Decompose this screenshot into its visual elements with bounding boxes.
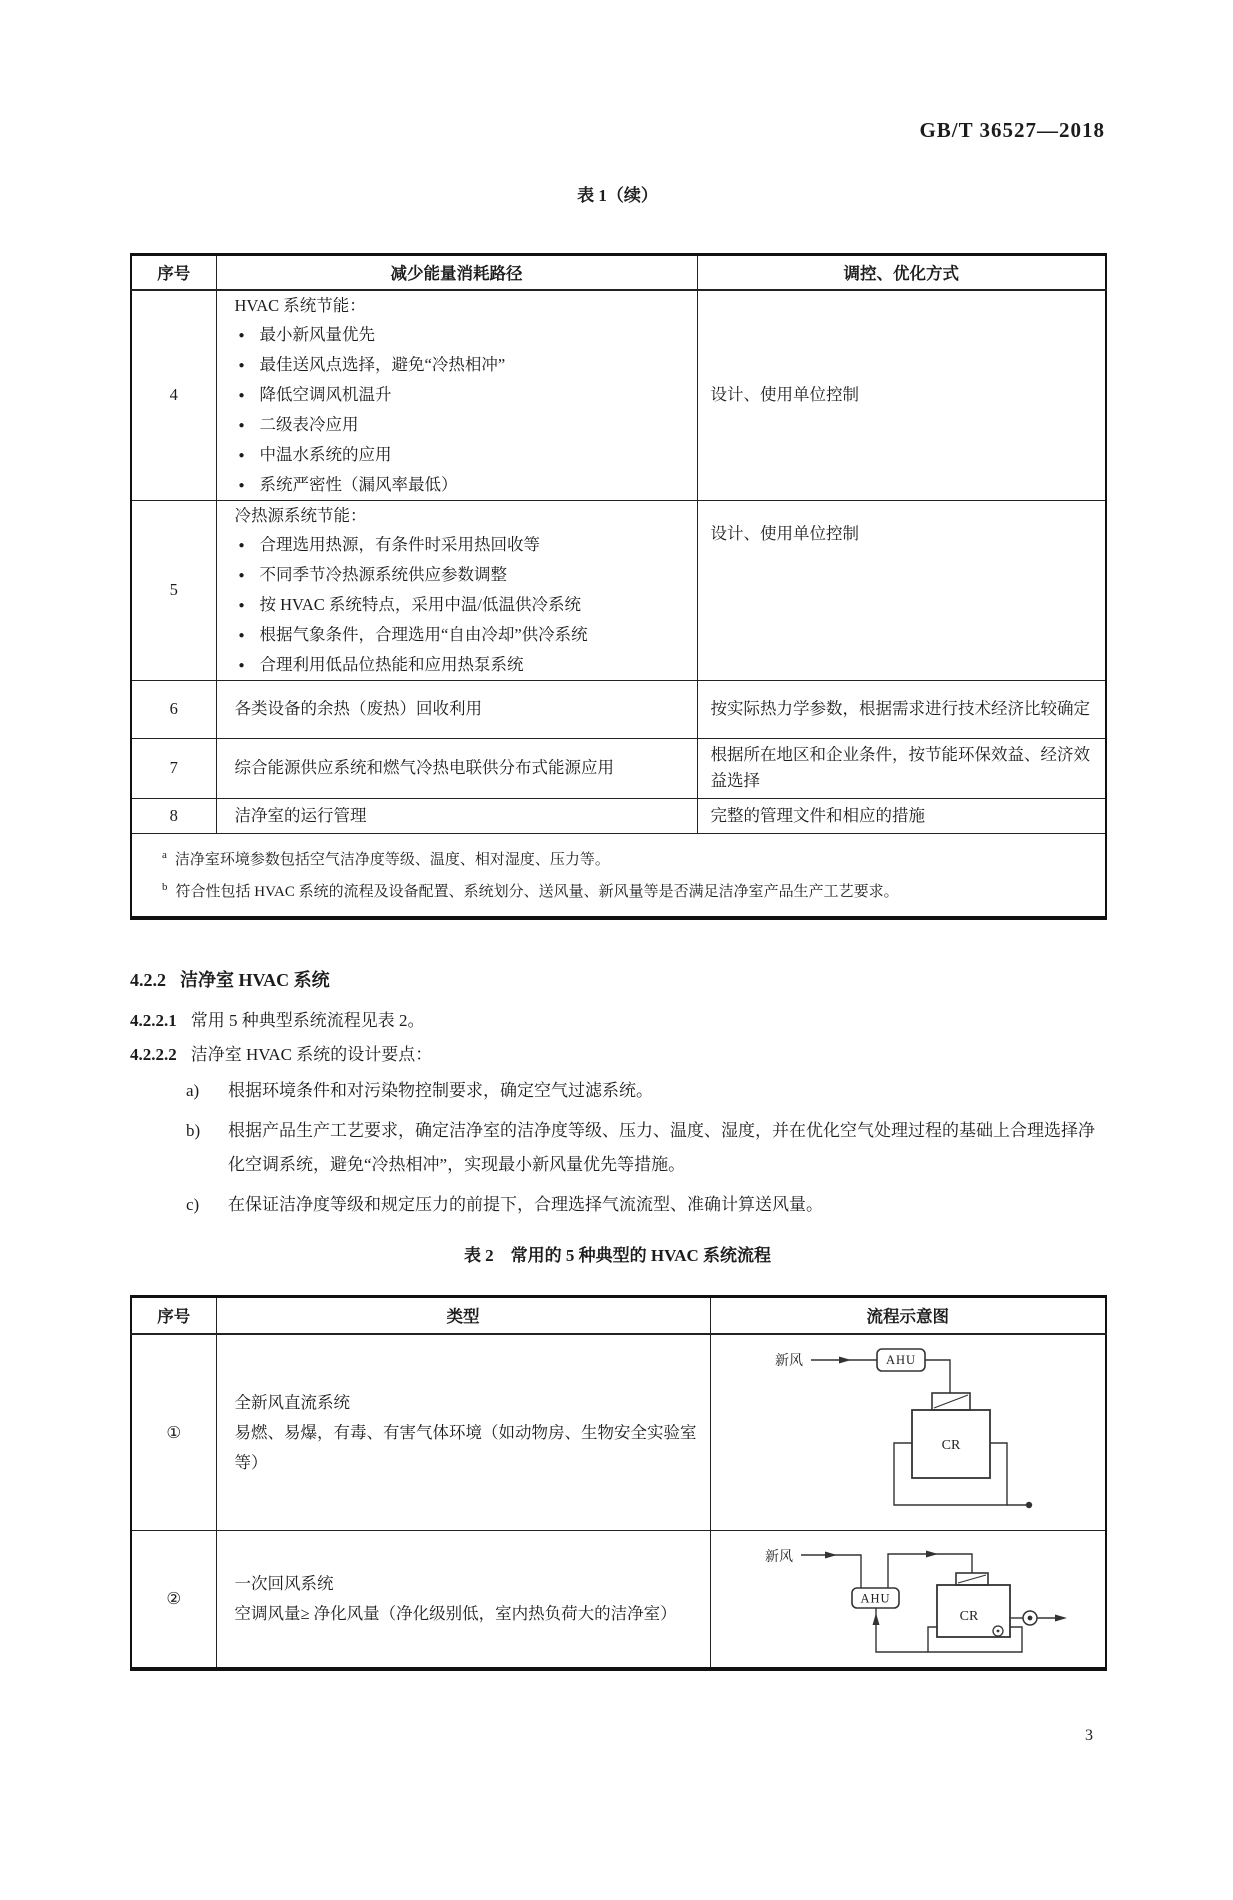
list-item-a — [130, 1074, 1105, 1108]
arrow-right-icon — [1055, 1615, 1067, 1622]
ahu-label: AHU — [859, 1591, 891, 1606]
type-line2: 空调风量≥ 净化风量（净化级别低，室内热负荷大的洁净室） — [234, 1604, 677, 1623]
row5-path-title: 冷热源系统节能： — [234, 505, 367, 525]
list-item-b-label: b) — [186, 1120, 201, 1140]
row6-no: 6 — [131, 680, 216, 738]
list-item: ● 合理利用低品位热能和应用热泵系统 — [235, 650, 697, 680]
flow-diagram-1 — [711, 1335, 1105, 1525]
list-item-a-label: a) — [186, 1080, 200, 1100]
list-item-a-text: 根据环境条件和对污染物控制要求，确定空气过滤系统。 — [228, 1080, 653, 1100]
flow-diagram-2 — [711, 1531, 1105, 1662]
list-item: ● 合理选用热源，有条件时采用热回收等 — [235, 530, 697, 560]
arrow-right-icon — [926, 1551, 938, 1558]
row-circ1-type — [216, 1334, 710, 1531]
row-circ1-no: ① — [131, 1334, 216, 1531]
fresh-air-label: 新风 — [764, 1550, 793, 1565]
row5-path — [216, 500, 697, 680]
list-item: ● 根据气象条件，合理选用“自由冷却”供冷系统 — [235, 620, 697, 650]
type-line1: 全新风直流系统 — [234, 1392, 350, 1412]
clause-4222 — [130, 1042, 1105, 1068]
cleanroom-label: CR — [941, 1438, 960, 1453]
arrow-up-icon — [872, 1613, 879, 1625]
list-item: ● 系统严密性（漏风率最低） — [235, 470, 697, 500]
diagram-full-fresh-air-system — [710, 1334, 1106, 1531]
list-item-b — [130, 1114, 1105, 1182]
row6-method: 按实际热力学参数，根据需求进行技术经济比较确定 — [697, 680, 1106, 738]
arrow-right-icon — [825, 1552, 837, 1559]
table2 — [130, 1295, 1107, 1672]
list-item: ● 不同季节冷热源系统供应参数调整 — [235, 560, 697, 590]
table1-header-row — [131, 255, 1106, 290]
table1-header-no: 序号 — [131, 255, 216, 290]
list-item-b-text: 根据产品生产工艺要求，确定洁净室的洁净度等级、压力、温度、湿度，并在优化空气处理过程的基础上合理选择净化空调系统，避免“冷热相冲”，实现最小新风量优先等措施。 — [228, 1120, 1095, 1174]
section-heading — [130, 969, 1105, 991]
arrow-right-icon — [839, 1357, 851, 1364]
list-item: ● 最小新风量优先 — [235, 320, 697, 350]
table-row — [131, 500, 1106, 680]
row8-method: 完整的管理文件和相应的措施 — [697, 798, 1106, 833]
row5-no: 5 — [131, 500, 216, 680]
section-heading-number: 4.2.2 — [130, 969, 166, 990]
table2-header-row — [131, 1296, 1106, 1334]
footnote-a — [162, 842, 1091, 874]
table-row — [131, 680, 1106, 738]
table2-header-type: 类型 — [216, 1296, 710, 1334]
page-number: 3 — [1085, 1727, 1093, 1744]
footnote-a-text: 洁净室环境参数包括空气洁净度等级、温度、相对湿度、压力等。 — [174, 851, 610, 868]
list-item-c — [130, 1188, 1105, 1222]
row4-no: 4 — [131, 290, 216, 501]
table2-header-diagram: 流程示意图 — [710, 1296, 1106, 1334]
clause-4222-number: 4.2.2.2 — [130, 1044, 177, 1064]
table-row — [131, 1334, 1106, 1531]
table2-header-no: 序号 — [131, 1296, 216, 1334]
table1-footnote-row — [131, 833, 1106, 918]
row7-path: 综合能源供应系统和燃气冷热电联供分布式能源应用 — [216, 738, 697, 798]
list-item-c-label: c) — [186, 1194, 200, 1214]
cleanroom-label: CR — [959, 1609, 978, 1624]
type-line1: 一次回风系统 — [234, 1574, 334, 1593]
exhaust-endpoint-icon — [1025, 1502, 1031, 1508]
list-item-c-text: 在保证洁净度等级和规定压力的前提下，合理选择气流流型、准确计算送风量。 — [228, 1194, 823, 1214]
table-row — [131, 1531, 1106, 1670]
row-circ2-type — [216, 1531, 710, 1670]
row-circ2-no: ② — [131, 1531, 216, 1670]
list-item: ● 降低空调风机温升 — [235, 380, 697, 410]
footnote-a-marker: a — [162, 848, 167, 861]
table1 — [130, 253, 1107, 920]
clause-4221-number: 4.2.2.1 — [130, 1010, 177, 1030]
list-item: ● 二级表冷应用 — [235, 410, 697, 440]
clause-4221 — [130, 1008, 1105, 1034]
row4-method: 设计、使用单位控制 — [697, 290, 1106, 501]
list-item: ● 中温水系统的应用 — [235, 440, 697, 470]
table1-header-path: 减少能量消耗路径 — [216, 255, 697, 290]
table1-footnotes — [131, 833, 1106, 918]
standard-number: GB/T 36527—2018 — [919, 118, 1105, 142]
row5-method: 设计、使用单位控制 — [697, 500, 1106, 680]
clause-4222-text: 洁净室 HVAC 系统的设计要点： — [190, 1044, 433, 1064]
damper-dot-icon — [996, 1630, 999, 1633]
clause-4221-text: 常用 5 种典型系统流程见表 2。 — [190, 1010, 425, 1030]
list-item: ● 按 HVAC 系统特点，采用中温/低温供冷系统 — [235, 590, 697, 620]
footnote-b-marker: b — [162, 880, 168, 893]
row8-no: 8 — [131, 798, 216, 833]
fresh-air-label: 新风 — [774, 1354, 803, 1369]
section-heading-title: 洁净室 HVAC 系统 — [180, 969, 330, 990]
page-content — [0, 118, 1105, 1745]
ahu-label: AHU — [885, 1353, 916, 1367]
table1-caption: 表 1（续） — [577, 186, 658, 205]
row4-path-title: HVAC 系统节能： — [234, 295, 366, 315]
table-row — [131, 290, 1106, 501]
table1-header-method: 调控、优化方式 — [697, 255, 1106, 290]
table-row — [131, 798, 1106, 833]
row6-path: 各类设备的余热（废热）回收利用 — [216, 680, 697, 738]
list-item: ● 最佳送风点选择，避免“冷热相冲” — [235, 350, 697, 380]
footnote-b-text: 符合性包括 HVAC 系统的流程及设备配置、系统划分、送风量、新风量等是否满足洁净室产品生产工艺要求。 — [175, 883, 899, 900]
diagram-primary-return-air-system — [710, 1531, 1106, 1670]
table-row — [131, 738, 1106, 798]
row8-path: 洁净室的运行管理 — [216, 798, 697, 833]
fan-hub-icon — [1027, 1616, 1032, 1621]
table2-caption: 表 2 常用的 5 种典型的 HVAC 系统流程 — [463, 1245, 772, 1265]
row7-no: 7 — [131, 738, 216, 798]
row7-method: 根据所在地区和企业条件，按节能环保效益、经济效益选择 — [697, 738, 1106, 798]
footnote-b — [162, 874, 1091, 906]
row4-path — [216, 290, 697, 501]
type-line2: 易燃、易爆，有毒、有害气体环境（如动物房、生物安全实验室等） — [234, 1422, 697, 1472]
